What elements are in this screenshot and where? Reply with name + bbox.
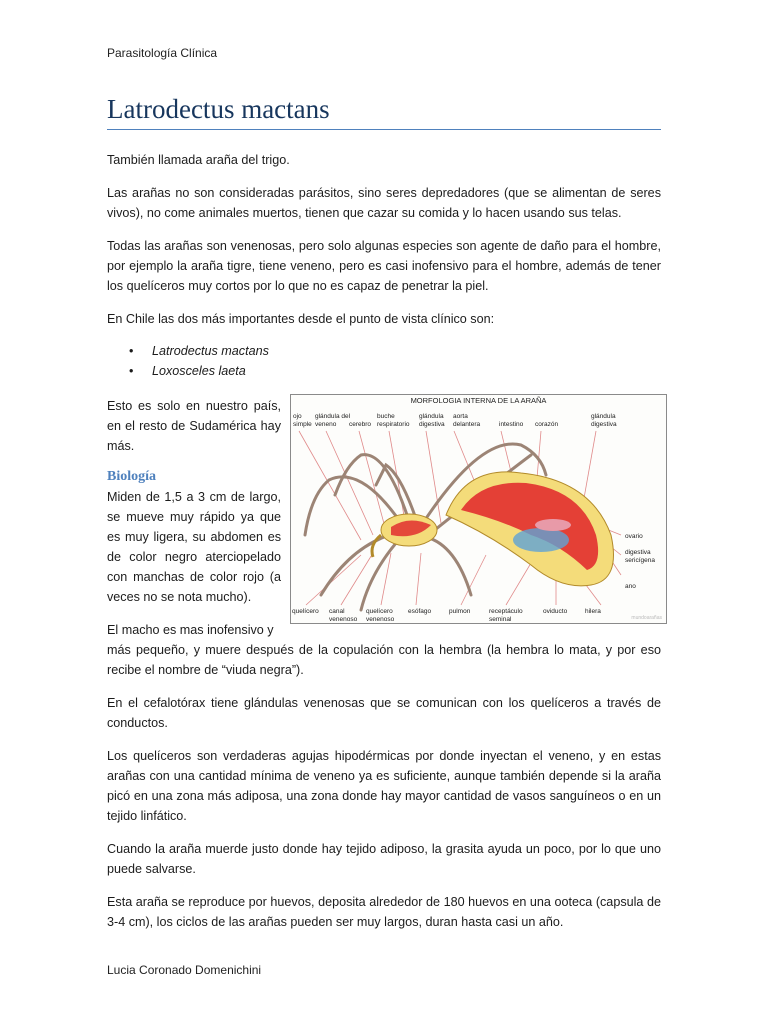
label-canal-venenoso: canal venenoso	[329, 608, 358, 623]
paragraph-predators: Las arañas no son consideradas parásitos, sino seres depredadores (que se alimentan de seres vivos), no come animales muertos, tienen que cazar su comida y lo hacen usando sus telas.	[107, 186, 661, 220]
page-title: Latrodectus mactans	[107, 91, 661, 130]
paragraph-common-name: También llamada araña del trigo.	[107, 153, 290, 167]
label-intestino: intestino	[499, 421, 524, 428]
paragraph-venom: Todas las arañas son venenosas, pero solo algunas especies son agente de daño para el hombre, por ejemplo la araña tigre, tiene veneno, pero es casi inofensivo para el hombre, además de tener los quelíceros muy cortos por lo que no es capaz de penetrar la piel.	[107, 239, 661, 293]
list-item: • Latrodectus mactans	[107, 341, 269, 361]
spider-anatomy-figure	[290, 394, 667, 624]
section-heading: Biología	[107, 469, 157, 484]
paragraph-male-start: El macho es mas inofensivo y	[107, 623, 274, 637]
label-corazon: corazón	[535, 421, 559, 428]
paragraph-chelicerae: Los quelíceros son verdaderas agujas hipodérmicas por donde inyectan el veneno, y en estas arañas con una cantidad mínima de veneno ya es suficiente, aunque también depende si la araña picó en una zona más adiposa, una zona donde hay mayor cantidad de vasos sanguíneos o en un tejido linfático.	[107, 749, 661, 823]
label-cerebro: cerebro	[349, 421, 372, 428]
figure-title: MORFOLOGIA INTERNA DE LA ARAÑA	[410, 396, 547, 405]
paragraph-size: Miden de 1,5 a 3 cm de largo, se mueve muy rápido ya que es muy ligera, su abdomen es de color negro aterciopelado con manchas de color rojo (a veces no se nota mucho).	[107, 490, 281, 604]
label-pulmon: pulmon	[449, 608, 471, 615]
label-quelicero: quelícero	[292, 608, 319, 615]
label-oviducto: oviducto	[543, 608, 568, 615]
label-quelicero-venenoso: quelícero venenoso	[366, 608, 395, 623]
paragraph-reproduction: Esta araña se reproduce por huevos, deposita alrededor de 180 huevos en una ooteca (capsula de 3-4 cm), los ciclos de las arañas pueden ser muy largos, duran hasta casi un año.	[107, 895, 661, 929]
paragraph-chile: En Chile las dos más importantes desde el punto de vista clínico son:	[107, 312, 495, 326]
paragraph-cephalothorax: En el cefalotórax tiene glándulas venenosas que se comunican con los quelíceros a través de conductos.	[107, 696, 661, 730]
label-ano: ano	[625, 583, 636, 590]
intestine	[513, 528, 569, 552]
running-header: Parasitología Clínica	[107, 46, 218, 60]
figure-credit: mundoarañas	[631, 615, 662, 621]
label-ovario: ovario	[625, 533, 643, 540]
spider-illustration	[291, 395, 666, 623]
label-ojo: ojo simple	[293, 413, 312, 428]
footer-author: Lucia Coronado Domenichini	[107, 963, 262, 977]
label-hilera: hilera	[585, 608, 601, 615]
paragraph-country-note: Esto es solo en nuestro país, en el resto de Sudamérica hay más.	[107, 399, 281, 453]
label-aorta: aorta delantera	[453, 413, 481, 428]
paragraph-adipose: Cuando la araña muerde justo donde hay tejido adiposo, la grasita ayuda un poco, por lo que uno puede salvarse.	[107, 842, 661, 876]
label-glandula-digestiva: glándula digestiva	[419, 413, 445, 428]
list-item: • Loxosceles laeta	[107, 361, 269, 381]
label-receptaculo-seminal: receptáculo seminal	[489, 608, 523, 623]
species-list	[107, 341, 269, 381]
label-esofago: esófago	[408, 608, 432, 615]
label-glandula-veneno: glándula del veneno	[315, 413, 351, 428]
label-digestiva-sericigena: digestiva sericígena	[625, 549, 655, 564]
ovary	[535, 519, 571, 531]
label-glandula-digestiva-2: glándula digestiva	[591, 413, 617, 428]
label-buche: buche respiratorio	[377, 413, 410, 428]
biology-section	[107, 467, 281, 607]
paragraph-male: más pequeño, y muere después de la copulación con la hembra (la hembra lo mata, y por eso recibe el nombre de “viuda negra”).	[107, 643, 661, 677]
